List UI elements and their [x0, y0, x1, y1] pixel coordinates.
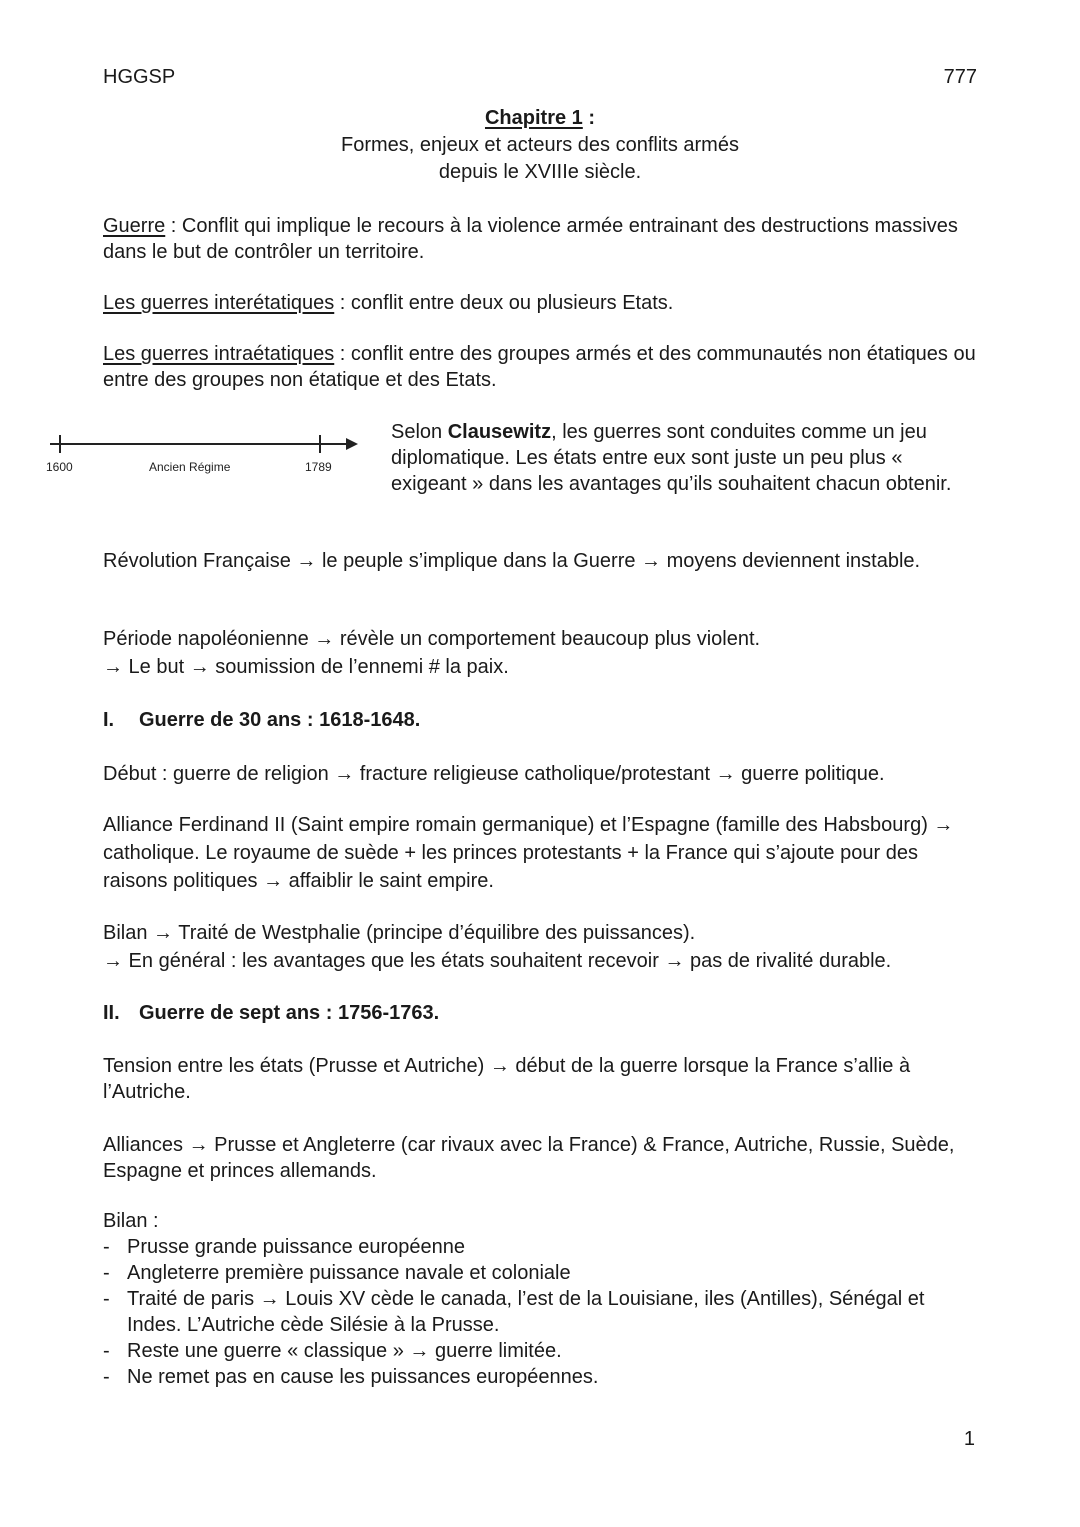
- section1-general: → En général : les avantages que les états souhaitent recevoir → pas de rivalité durable.: [103, 950, 892, 972]
- clausewitz-paragraph: [391, 419, 981, 497]
- list-item: - Ne remet pas en cause les puissances européennes.: [103, 1364, 983, 1390]
- section-heading-2: [103, 1000, 439, 1026]
- definition-term: Les guerres interétatiques: [103, 292, 335, 314]
- definition-intraetatiques: [103, 341, 983, 393]
- header-code: 777: [943, 66, 977, 88]
- definition-text: : conflit entre des groupes armés et des communautés non étatiques ou entre des groupes non étatique et des Etats.: [103, 343, 976, 391]
- napoleon-line2: → Le but → soumission de l’ennemi # la paix.: [103, 656, 509, 678]
- clausewitz-after: , les guerres sont conduites comme un jeu diplomatique. Les états entre eux sont juste un peu plus « exigeant » dans les avantages qu’ils souhaitent chacun obtenir.: [391, 421, 952, 495]
- section-title: Guerre de sept ans : 1756-1763.: [139, 1002, 440, 1024]
- section-title: Guerre de 30 ans : 1618-1648.: [139, 709, 421, 731]
- list-item: - Angleterre première puissance navale et coloniale: [103, 1260, 983, 1286]
- timeline-diagram: [40, 430, 370, 460]
- timeline-start-label: 1600: [46, 460, 73, 474]
- chapter-subtitle-line2: depuis le XVIIIe siècle.: [438, 161, 642, 183]
- chapter-colon: :: [582, 107, 596, 129]
- page-number: 1: [963, 1428, 975, 1450]
- napoleon-line1: Période napoléonienne → révèle un comportement beaucoup plus violent.: [103, 628, 761, 650]
- timeline-period-label: Ancien Régime: [149, 460, 231, 474]
- section2-paragraph1: Tension entre les états (Prusse et Autriche) → début de la guerre lorsque la France s’allie à l’Autriche.: [103, 1055, 911, 1103]
- section1-paragraph2: Alliance Ferdinand II (Saint empire romain germanique) et l’Espagne (famille des Habsbourg) → catholique. Le royaume de suède + les princes protestants + la France qui s’ajoute pour des raisons politiques → affaiblir le saint empire.: [103, 814, 954, 892]
- header-subject: HGGSP: [103, 66, 176, 88]
- definition-term: Guerre: [103, 215, 166, 237]
- list-item: - Traité de paris → Louis XV cède le canada, l’est de la Louisiane, iles (Antilles), Sénégal et Indes. L’Autriche cède Silésie à la Prusse.: [103, 1286, 983, 1338]
- section2-bilan-list: [103, 1234, 983, 1390]
- list-item: - Reste une guerre « classique » → guerre limitée.: [103, 1338, 983, 1364]
- clausewitz-before: Selon: [391, 421, 448, 443]
- definition-term: Les guerres intraétatiques: [103, 343, 335, 365]
- chapter-title: [0, 105, 1080, 131]
- definition-interetatiques: [103, 290, 983, 316]
- section-number: II.: [103, 1002, 120, 1024]
- revolution-paragraph: Révolution Française → le peuple s’implique dans la Guerre → moyens deviennent instable.: [103, 550, 921, 572]
- clausewitz-name: Clausewitz: [447, 421, 552, 443]
- chapter-subtitle-line1: Formes, enjeux et acteurs des conflits armés: [341, 134, 739, 156]
- section-heading-1: [103, 707, 420, 733]
- timeline-end-label: 1789: [305, 460, 332, 474]
- chapter-label: Chapitre 1: [484, 107, 583, 129]
- section-number: I.: [103, 709, 115, 731]
- definition-guerre: [103, 213, 983, 265]
- section1-paragraph1: Début : guerre de religion → fracture religieuse catholique/protestant → guerre politique.: [103, 763, 885, 785]
- list-item: - Prusse grande puissance européenne: [103, 1234, 983, 1260]
- timeline-arrowhead: [346, 438, 358, 450]
- section1-bilan: Bilan → Traité de Westphalie (principe d’équilibre des puissances).: [103, 922, 696, 944]
- definition-text: : conflit entre deux ou plusieurs Etats.: [334, 292, 674, 314]
- definition-text: : Conflit qui implique le recours à la violence armée entrainant des destructions massives dans le but de contrôler un territoire.: [103, 215, 958, 263]
- section2-bilan-label: Bilan :: [103, 1210, 159, 1232]
- section2-paragraph2: Alliances → Prusse et Angleterre (car rivaux avec la France) & France, Autriche, Russie, Suède, Espagne et princes allemands.: [103, 1134, 955, 1182]
